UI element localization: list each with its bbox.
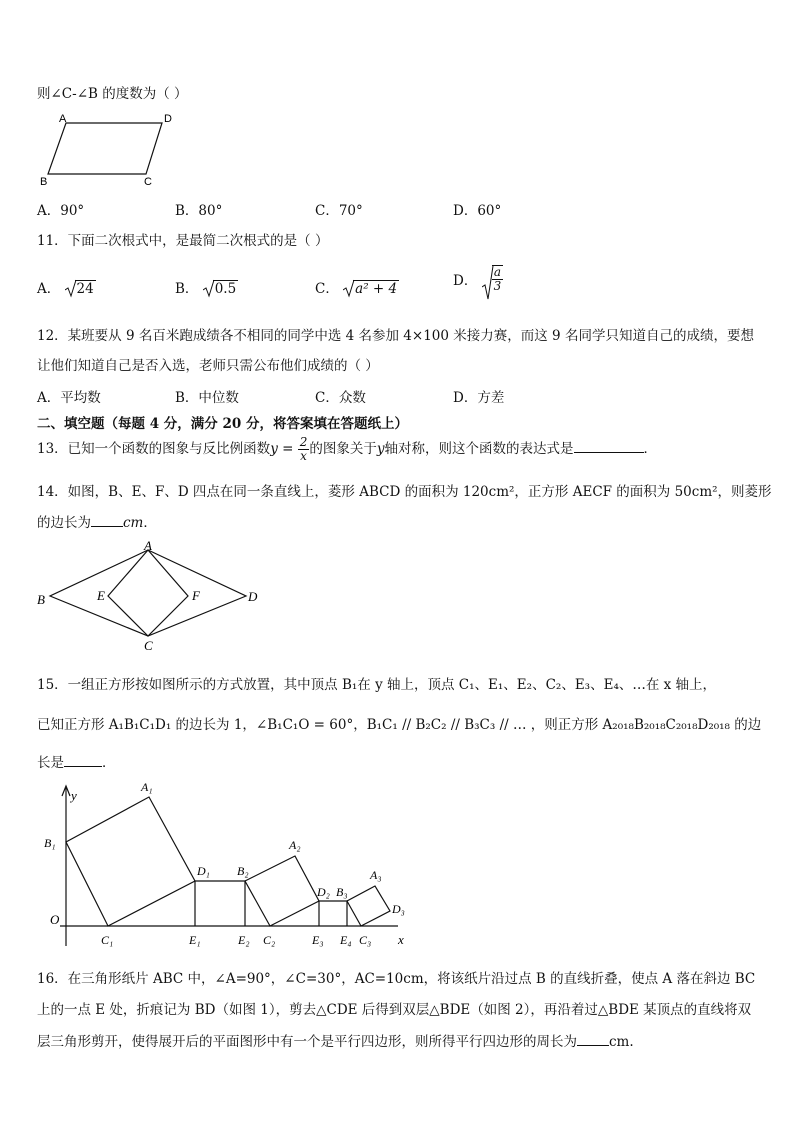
q12-option-c: C．众数 (315, 390, 366, 406)
label-d: D (248, 589, 258, 604)
label-e3: E₃ (312, 933, 324, 947)
q11-option-d: D． $\frac{a}{3}$ (453, 265, 503, 293)
sqrt-symbol: 24 (65, 281, 96, 297)
label-b: B (40, 176, 48, 188)
label-c: C (144, 176, 152, 188)
label-b3: B₃ (336, 885, 348, 899)
label-x: x (398, 932, 404, 947)
square-3 (347, 886, 390, 926)
label-c: C (144, 638, 153, 653)
label-c2: C₂ (263, 933, 276, 947)
label-a: A (144, 538, 152, 553)
q14-line2: 的边长为 cm． (37, 515, 157, 531)
label-c1: C₁ (101, 933, 114, 947)
q16-line3: 层三角形剪开，使得展开后的平面图形中有一个是平行四边形，则所得平行四边形的周长为 cm. (37, 1034, 634, 1050)
q11-option-a: A． 24 (37, 281, 94, 297)
label-d2: D₂ (317, 885, 330, 899)
label-e1: E₁ (189, 933, 201, 947)
q12-line1: 12．某班要从 9 名百米跑成绩各不相同的同学中选 4 名参加 4×100 米接力赛，而这 9 名同学只知道自己的成绩，要想 (37, 328, 754, 344)
label-a2: A₂ (289, 838, 301, 852)
label-b: B (37, 592, 45, 607)
q14-rhombus-figure (34, 538, 274, 654)
q12-option-d: D．方差 (453, 390, 505, 406)
label-d: D (164, 113, 172, 125)
label-d1: D₁ (197, 864, 210, 878)
label-f: F (192, 588, 200, 603)
q16-line1: 16．在三角形纸片 ABC 中，∠A=90°，∠C=30°，AC=10cm，将该纸片沿过点 B 的直线折叠，使点 A 落在斜边 BC (37, 971, 756, 987)
label-a3: A₃ (370, 868, 382, 882)
label-e4: E₄ (340, 933, 352, 947)
parallelogram-abcd (48, 123, 162, 174)
q10-option-a: A．90° (37, 203, 85, 219)
q10-parallelogram-figure (34, 110, 184, 192)
section-heading: 二、填空题（每题 4 分，满分 20 分，将答案填在答题纸上） (37, 416, 408, 432)
rhombus-abcd (50, 550, 246, 636)
q15-line2: 已知正方形 A₁B₁C₁D₁ 的边长为 1，∠B₁C₁O = 60°，B₁C₁ // B₂C₂ // B₃C₃ // … ，则正方形 A₂₀₁₈B₂₀₁₈C₂₀₁₈D₂₀₁₈ 的边 (37, 717, 762, 733)
answer-blank[interactable] (577, 1044, 609, 1046)
label-o: O (50, 912, 60, 927)
label-e: E (97, 588, 105, 603)
square-2 (245, 856, 319, 926)
q15-line1: 15．一组正方形按如图所示的方式放置，其中顶点 B₁在 y 轴上，顶点 C₁、E₁、E₂、C₂、E₃、E₄、…在 x 轴上， (37, 677, 717, 693)
q15-squares-figure (38, 776, 418, 950)
q12-line2: 让他们知道自己是否入选，老师只需公布他们成绩的（ ） (37, 358, 379, 374)
rect-d1-b2 (195, 881, 245, 926)
sqrt-symbol: 0.5 (203, 281, 238, 297)
label-d3: D₃ (392, 902, 405, 916)
label-b2: B₂ (237, 864, 249, 878)
rect-d2-b3 (319, 901, 347, 926)
sqrt-symbol: a² + 4 (343, 281, 399, 297)
label-b1: B₁ (44, 836, 56, 850)
q15-line3: 长是 ． (37, 755, 116, 771)
q14-line1: 14．如图，B、E、F、D 四点在同一条直线上，菱形 ABCD 的面积为 120cm²，正方形 AECF 的面积为 50cm²，则菱形 (37, 484, 772, 500)
q11-option-c: C． a² + 4 (315, 281, 398, 297)
answer-blank[interactable] (574, 451, 644, 453)
q10-option-d: D．60° (453, 203, 502, 219)
q11-stem: 11．下面二次根式中，是最简二次根式的是（ ） (37, 233, 329, 249)
q11-option-b: B． 0.5 (175, 281, 237, 297)
label-y: y (71, 788, 77, 803)
label-e2: E₂ (238, 933, 250, 947)
answer-blank[interactable] (91, 525, 123, 527)
label-a: A (59, 113, 67, 125)
answer-blank[interactable] (64, 765, 102, 767)
q13-text: 13．已知一个函数的图象与反比例函数y = $\frac{2}{x}$ 的图象关于y轴对称，则这个函数的表达式是 ． (37, 435, 658, 463)
sqrt-symbol: $\frac{a}{3}$ (482, 265, 504, 293)
square-1 (66, 797, 195, 926)
q16-line2: 上的一点 E 处，折痕记为 BD（如图 1），剪去△CDE 后得到双层△BDE（如图 2），再沿着过△BDE 某顶点的直线将双 (37, 1002, 752, 1018)
q12-option-a: A．平均数 (37, 390, 101, 406)
q10-option-b: B．80° (175, 203, 223, 219)
q10-option-c: C．70° (315, 203, 363, 219)
q10-stem: 则∠C-∠B 的度数为（ ） (37, 86, 188, 102)
label-c3: C₃ (359, 933, 372, 947)
q12-option-b: B．中位数 (175, 390, 239, 406)
label-a1: A₁ (141, 780, 153, 794)
